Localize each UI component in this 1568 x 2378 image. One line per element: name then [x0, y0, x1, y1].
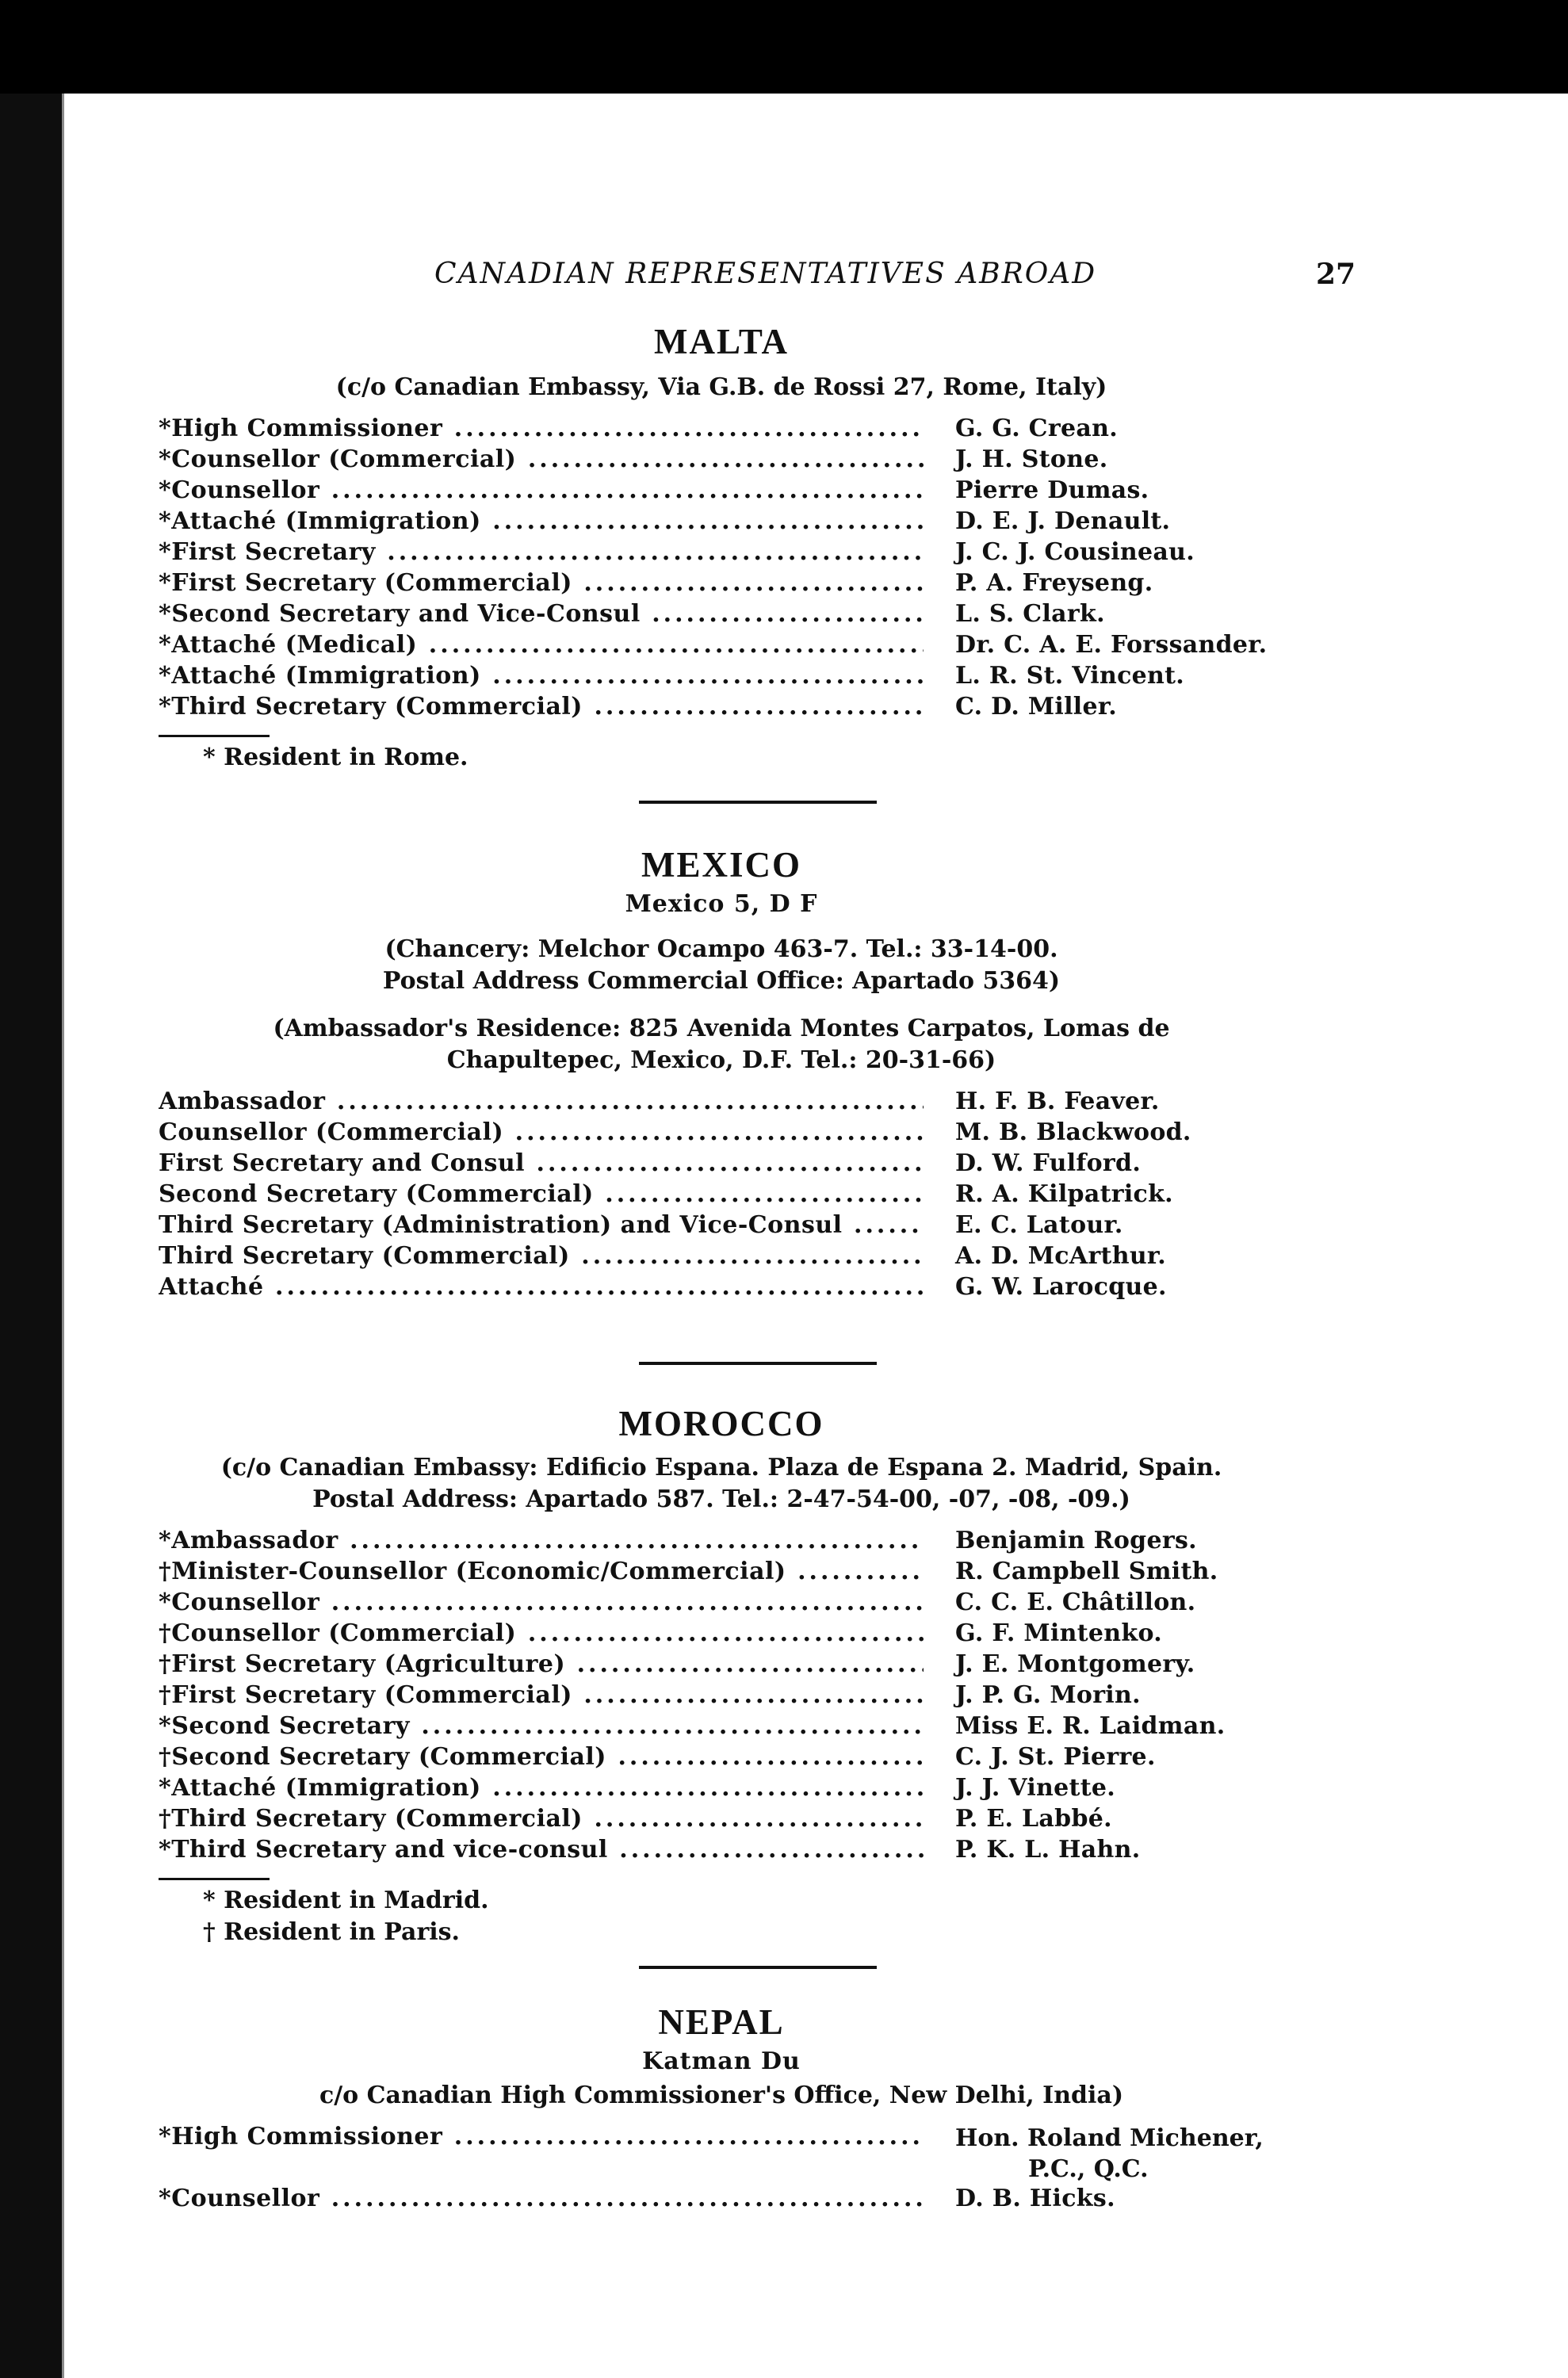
staff-title: *First Secretary .....: [159, 538, 924, 566]
staff-row: [159, 538, 1284, 569]
staff-name: R. Campbell Smith.: [955, 1558, 1218, 1585]
staff-name: E. C. Latour.: [955, 1211, 1123, 1239]
staff-title: Third Secretary (Administration) and Vice-Consul .....: [159, 1211, 924, 1239]
staff-title: *Attaché (Immigration) .....: [159, 1774, 924, 1802]
staff-row: [159, 1527, 1284, 1558]
address-line: (c/o Canadian Embassy: Edificio Espana. Plaza de Espana 2. Madrid, Spain.: [220, 1454, 1222, 1481]
staff-title: Ambassador .....: [159, 1088, 924, 1115]
address-line: c/o Canadian High Commissioner's Office, New Delhi, India): [319, 2082, 1124, 2109]
staff-name: G. W. Larocque.: [955, 1273, 1167, 1301]
staff-row: [159, 569, 1284, 600]
staff-title: *Counsellor .....: [159, 2185, 924, 2212]
staff-row: [159, 631, 1284, 662]
page-number: 27: [1316, 258, 1356, 291]
city-line: Mexico 5, D F: [625, 890, 818, 918]
chancery-address: [159, 934, 1284, 997]
staff-name: C. D. Miller.: [955, 693, 1117, 721]
staff-row: [159, 476, 1284, 507]
staff-row: [159, 1589, 1284, 1619]
address: [159, 2080, 1284, 2112]
staff-title: *Second Secretary and Vice-Consul .....: [159, 600, 924, 628]
address-line: (Chancery: Melchor Ocampo 463-7. Tel.: 33-14-00.: [384, 935, 1058, 963]
address: [159, 372, 1284, 403]
staff-title: *Attaché (Medical) .....: [159, 631, 924, 659]
staff-list: [159, 1088, 1284, 1304]
staff-name: C. C. E. Châtillon.: [955, 1589, 1196, 1616]
staff-title: †Counsellor (Commercial) .....: [159, 1619, 924, 1647]
staff-title: *Ambassador .....: [159, 1527, 924, 1554]
staff-name: J. J. Vinette.: [955, 1774, 1115, 1802]
footnote: † Resident in Paris.: [203, 1918, 460, 1946]
staff-name: J. C. J. Cousineau.: [955, 538, 1195, 566]
staff-title: Second Secretary (Commercial) .....: [159, 1180, 924, 1208]
staff-name: [955, 2123, 1264, 2185]
staff-row: [159, 600, 1284, 631]
staff-list: [159, 1527, 1284, 1867]
staff-name: G. G. Crean.: [955, 415, 1118, 442]
country-heading: MOROCCO: [618, 1404, 824, 1443]
staff-name: P. K. L. Hahn.: [955, 1836, 1141, 1864]
staff-list: [159, 2123, 1284, 2216]
staff-row: [159, 507, 1284, 538]
staff-title: *First Secretary (Commercial) .....: [159, 569, 924, 597]
staff-row: [159, 1619, 1284, 1650]
staff-name: P. A. Freyseng.: [955, 569, 1153, 597]
staff-name: D. B. Hicks.: [955, 2185, 1115, 2212]
staff-row: [159, 1273, 1284, 1304]
staff-name: M. B. Blackwood.: [955, 1118, 1191, 1146]
staff-title: †Third Secretary (Commercial) .....: [159, 1805, 924, 1833]
staff-name: P. E. Labbé.: [955, 1805, 1112, 1833]
staff-title: †Second Secretary (Commercial) .....: [159, 1743, 924, 1771]
staff-row: [159, 1743, 1284, 1774]
staff-name: R. A. Kilpatrick.: [955, 1180, 1173, 1208]
address-line: Chapultepec, Mexico, D.F. Tel.: 20-31-66): [446, 1046, 996, 1074]
staff-name: J. H. Stone.: [955, 445, 1108, 473]
staff-title: *High Commissioner .....: [159, 415, 924, 442]
staff-name: G. F. Mintenko.: [955, 1619, 1162, 1647]
country-heading: NEPAL: [658, 2002, 785, 2042]
staff-row: [159, 1558, 1284, 1589]
staff-row: [159, 445, 1284, 476]
address-line: Postal Address: Apartado 587. Tel.: 2-47-54-00, -07, -08, -09.): [312, 1485, 1130, 1513]
staff-title: *High Commissioner .....: [159, 2123, 924, 2151]
country-heading: MEXICO: [641, 845, 801, 885]
staff-row: [159, 693, 1284, 724]
section-divider: [639, 1966, 877, 1969]
staff-title: Attaché .....: [159, 1273, 924, 1301]
staff-title: †First Secretary (Commercial) .....: [159, 1681, 924, 1709]
staff-list: [159, 415, 1284, 724]
staff-row: [159, 1805, 1284, 1836]
section-malta: [159, 321, 1284, 774]
staff-title: *Attaché (Immigration) .....: [159, 662, 924, 690]
staff-title: First Secretary and Consul .....: [159, 1149, 924, 1177]
staff-name-line: P.C., Q.C.: [1028, 2155, 1149, 2183]
city-line: Katman Du: [642, 2047, 801, 2075]
staff-name: Benjamin Rogers.: [955, 1527, 1197, 1554]
staff-row: [159, 1088, 1284, 1118]
footnote: * Resident in Rome.: [203, 744, 468, 771]
footnote-rule: [159, 735, 270, 737]
staff-title: †First Secretary (Agriculture) .....: [159, 1650, 924, 1678]
staff-name: Miss E. R. Laidman.: [955, 1712, 1226, 1740]
staff-name: D. W. Fulford.: [955, 1149, 1142, 1177]
address-line: Postal Address Commercial Office: Apartado 5364): [382, 967, 1061, 995]
section-nepal: [159, 2001, 1284, 2216]
staff-name: J. P. G. Morin.: [955, 1681, 1141, 1709]
country-heading: MALTA: [653, 322, 790, 361]
staff-title: *Counsellor (Commercial) .....: [159, 445, 924, 473]
staff-row: [159, 662, 1284, 693]
address: [159, 1452, 1284, 1516]
staff-title: *Second Secretary .....: [159, 1712, 924, 1740]
staff-row: [159, 1242, 1284, 1273]
footnote: * Resident in Madrid.: [203, 1887, 489, 1914]
section-morocco: [159, 1403, 1284, 1948]
staff-title: Counsellor (Commercial) .....: [159, 1118, 924, 1146]
staff-row: [159, 2185, 1284, 2216]
staff-row: [159, 1681, 1284, 1712]
address-line: (Ambassador's Residence: 825 Avenida Montes Carpatos, Lomas de: [273, 1015, 1170, 1042]
section-divider: [639, 1362, 877, 1365]
staff-title: *Third Secretary (Commercial) .....: [159, 693, 924, 721]
staff-name: D. E. J. Denault.: [955, 507, 1171, 535]
staff-name: L. R. St. Vincent.: [955, 662, 1185, 690]
footnote-rule: [159, 1878, 270, 1880]
section-mexico: [159, 844, 1284, 1304]
section-divider: [639, 801, 877, 804]
staff-row: [159, 1836, 1284, 1867]
staff-name: A. D. McArthur.: [955, 1242, 1167, 1270]
staff-row: [159, 2123, 1284, 2185]
staff-row: [159, 1211, 1284, 1242]
staff-row: [159, 1149, 1284, 1180]
staff-name: J. E. Montgomery.: [955, 1650, 1195, 1678]
staff-title: *Counsellor .....: [159, 1589, 924, 1616]
staff-title: †Minister-Counsellor (Economic/Commercial) .....: [159, 1558, 924, 1585]
staff-row: [159, 415, 1284, 445]
address-line: (c/o Canadian Embassy, Via G.B. de Rossi 27, Rome, Italy): [335, 373, 1107, 401]
staff-row: [159, 1712, 1284, 1743]
staff-title: *Attaché (Immigration) .....: [159, 507, 924, 535]
staff-title: *Third Secretary and vice-consul .....: [159, 1836, 924, 1864]
staff-name: Pierre Dumas.: [955, 476, 1149, 504]
staff-name: L. S. Clark.: [955, 600, 1105, 628]
staff-name: C. J. St. Pierre.: [955, 1743, 1156, 1771]
staff-row: [159, 1774, 1284, 1805]
staff-row: [159, 1650, 1284, 1681]
staff-row: [159, 1118, 1284, 1149]
staff-name: Dr. C. A. E. Forssander.: [955, 631, 1268, 659]
residence-address: [159, 1013, 1284, 1076]
running-head: CANADIAN REPRESENTATIVES ABROAD: [434, 258, 1097, 290]
staff-title: Third Secretary (Commercial) .....: [159, 1242, 924, 1270]
staff-title: *Counsellor .....: [159, 476, 924, 504]
staff-row: [159, 1180, 1284, 1211]
staff-name: H. F. B. Feaver.: [955, 1088, 1160, 1115]
staff-name-line: Hon. Roland Michener,: [955, 2124, 1264, 2152]
